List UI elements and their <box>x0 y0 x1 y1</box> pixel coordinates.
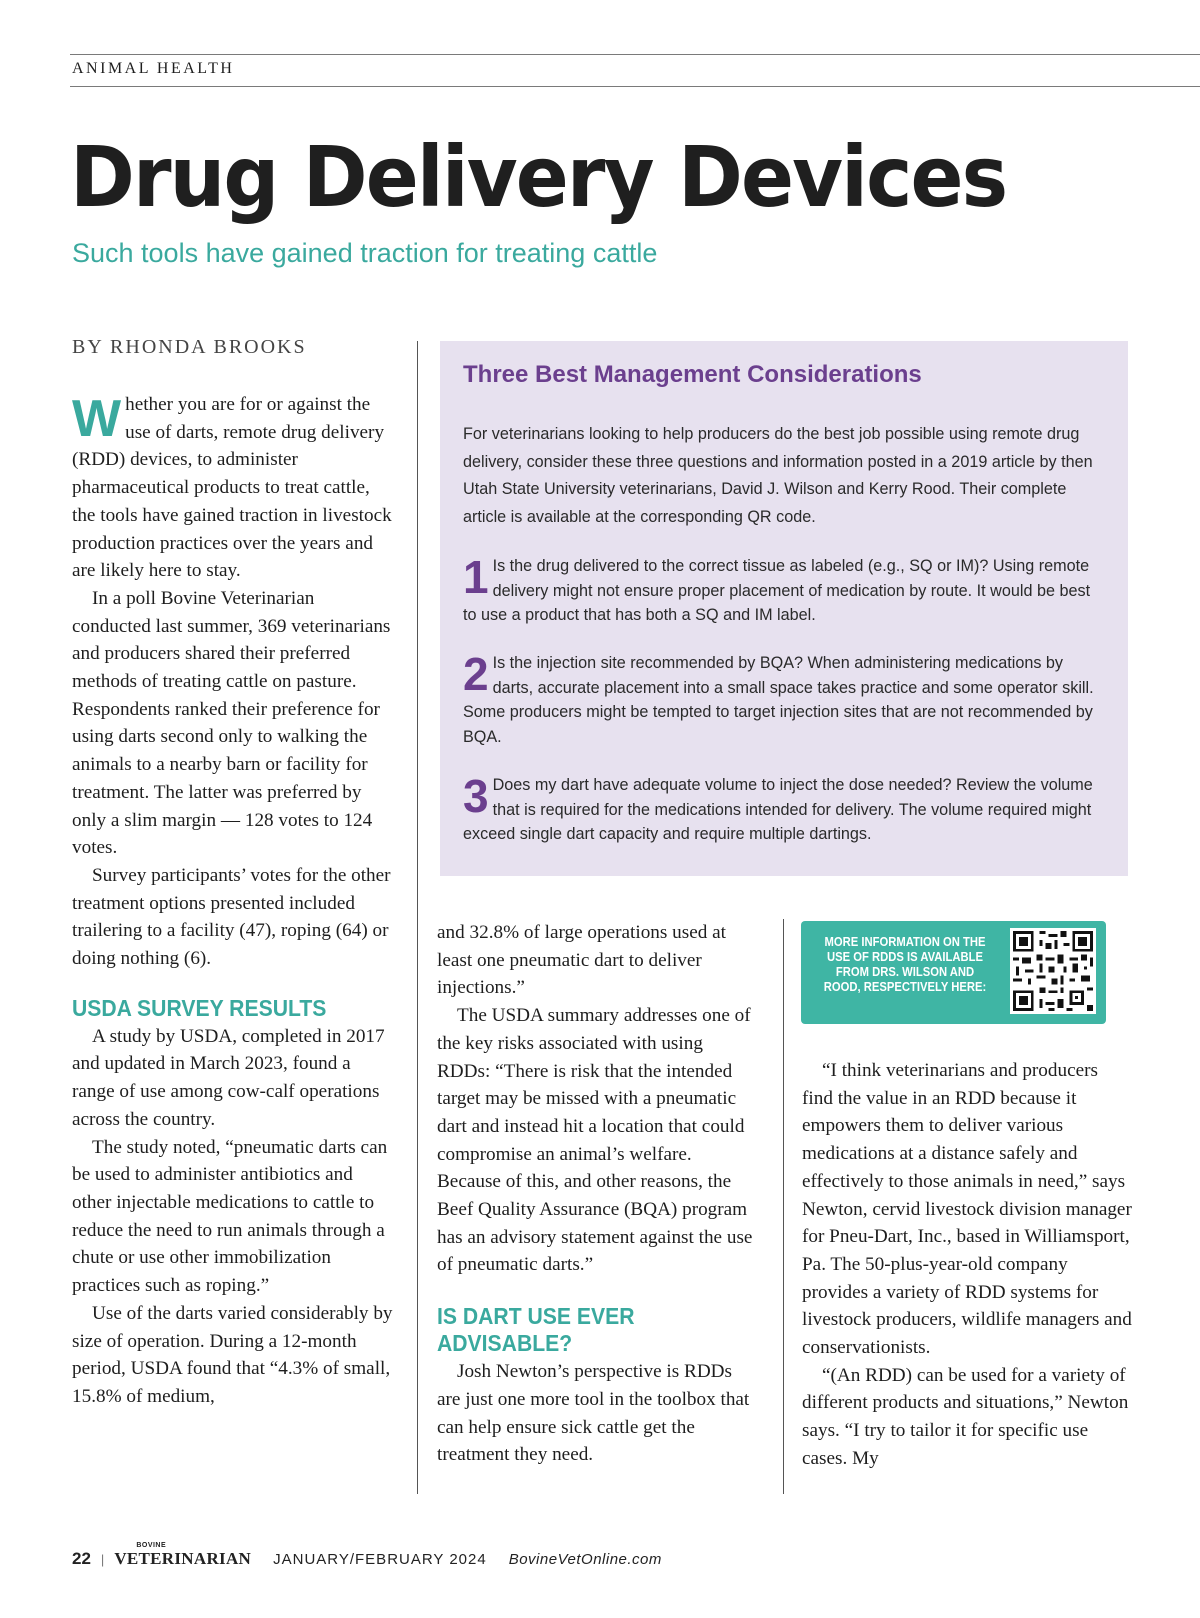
paragraph: Whether you are for or against the use of darts, remote drug delivery (RDD) devices, to administer pharmaceutical products to treat cattle, the tools have gained traction in livestock production practices over the years and are likely here to stay. <box>72 390 392 582</box>
paragraph: “I think veterinarians and producers find the value in an RDD because it empowers them to deliver various medications at a distance safely and effectively to those animals in need,” says Newton, cervid livestock division manager for Pneu-Dart, Inc., based in Williamsport, Pa. The 50-plus-year-old company provides a variety of RDD systems for livestock producers, wildlife managers and conservationists. <box>802 1060 1132 1359</box>
top-rule <box>70 54 1200 55</box>
section-heading-dart: IS DART USE EVER ADVISABLE? <box>437 1303 635 1357</box>
qr-code-icon[interactable] <box>1010 928 1096 1014</box>
paragraph: and 32.8% of large operations used at least one pneumatic dart to deliver injections.” <box>437 922 726 999</box>
article-subtitle: Such tools have gained traction for treating cattle <box>72 238 658 268</box>
sidebar-title: Three Best Management Considerations <box>463 361 922 388</box>
qr-callout-text: MORE INFORMATION ON THE USE OF RDDS IS AVAILABLE FROM DRS. WILSON AND ROOD, RESPECTIVELY HERE: <box>823 935 987 994</box>
issue-date: JANUARY/FEBRUARY 2024 <box>273 1551 487 1568</box>
article-title: Drug Delivery Devices <box>70 128 1007 226</box>
paragraph: The study noted, “pneumatic darts can be used to administer antibiotics and other injectable medications to cattle to reduce the need to run animals through a chute or use other immobilization practices such as roping.” <box>72 1136 388 1297</box>
sidebar-item-1: 1 Is the drug delivered to the correct tissue as labeled (e.g., SQ or IM)? Using remote delivery might not ensure proper placement of medication by route. It would be best to use a product that has both a SQ and IM label. <box>463 551 1091 625</box>
column-1 <box>72 391 394 1411</box>
section-label: ANIMAL HEALTH <box>72 60 235 77</box>
byline: BY RHONDA BROOKS <box>72 336 307 358</box>
header-rule <box>70 86 1200 87</box>
paragraph: “(An RDD) can be used for a variety of different products and situations,” Newton says. “I try to tailor it for specific use cases. My <box>802 1364 1129 1469</box>
sidebar-intro: For veterinarians looking to help producers do the best job possible using remote drug delivery, consider these three questions and information posted in a 2019 article by then Utah State University veterinarians, David J. Wilson and Kerry Rood. Their complete article is available at the corresponding QR code. <box>463 425 1093 526</box>
page-footer <box>72 1542 662 1569</box>
paragraph: A study by USDA, completed in 2017 and updated in March 2023, found a range of use among cow-calf operations across the country. <box>72 1025 385 1130</box>
column-3 <box>802 1057 1132 1473</box>
paragraph: In a poll Bovine Veterinarian conducted last summer, 369 veterinarians and producers shared their preferred methods of treating cattle on pasture. Respondents ranked their preference for using darts second only to walking the animals to a nearby barn or facility for treatment. The latter was preferred by only a slim margin — 128 votes to 124 votes. <box>72 587 391 859</box>
item-number: 3 <box>463 770 489 822</box>
paragraph: The USDA summary addresses one of the key risks associated with using RDDs: “There is risk that the intended target may be missed with a pneumatic dart and instead hit a location that could compromise an animal’s welfare. Because of this, and other reasons, the Beef Quality Assurance (BQA) program has an advisory statement against the use of pneumatic darts.” <box>437 1005 753 1276</box>
drop-cap: W <box>72 390 122 448</box>
magazine-logo: BOVINE VETERINARIAN <box>114 1542 252 1568</box>
website-link[interactable]: BovineVetOnline.com <box>508 1551 662 1568</box>
page-number: 22 <box>72 1549 91 1568</box>
sidebar-item-2: 2 Is the injection site recommended by BQA? When administering medications by darts, accurate placement into a small space takes practice and some operator skill. Some producers might be tempted to target injection sites that are not recommended by BQA. <box>463 648 1094 746</box>
sidebar-item-3: 3 Does my dart have adequate volume to inject the dose needed? Review the volume that is required for the medications intended for delivery. The volume required might exceed single dart capacity and require multiple dartings. <box>463 770 1093 844</box>
column-divider <box>783 919 784 1494</box>
column-divider <box>417 341 418 1494</box>
footer-separator: | <box>100 1552 105 1567</box>
paragraph: Josh Newton’s perspective is RDDs are just one more tool in the toolbox that can help ensure sick cattle get the treatment they need. <box>437 1361 750 1466</box>
paragraph: Use of the darts varied considerably by size of operation. During a 12-month period, USDA found that “4.3% of small, 15.8% of medium, <box>72 1302 393 1407</box>
section-heading-usda: USDA SURVEY RESULTS <box>72 994 327 1021</box>
paragraph: Survey participants’ votes for the other treatment options presented included trailering to a facility (47), roping (64) or doing nothing (6). <box>72 864 391 970</box>
item-number: 2 <box>463 648 489 700</box>
item-number: 1 <box>463 551 489 603</box>
column-2 <box>437 919 757 1469</box>
